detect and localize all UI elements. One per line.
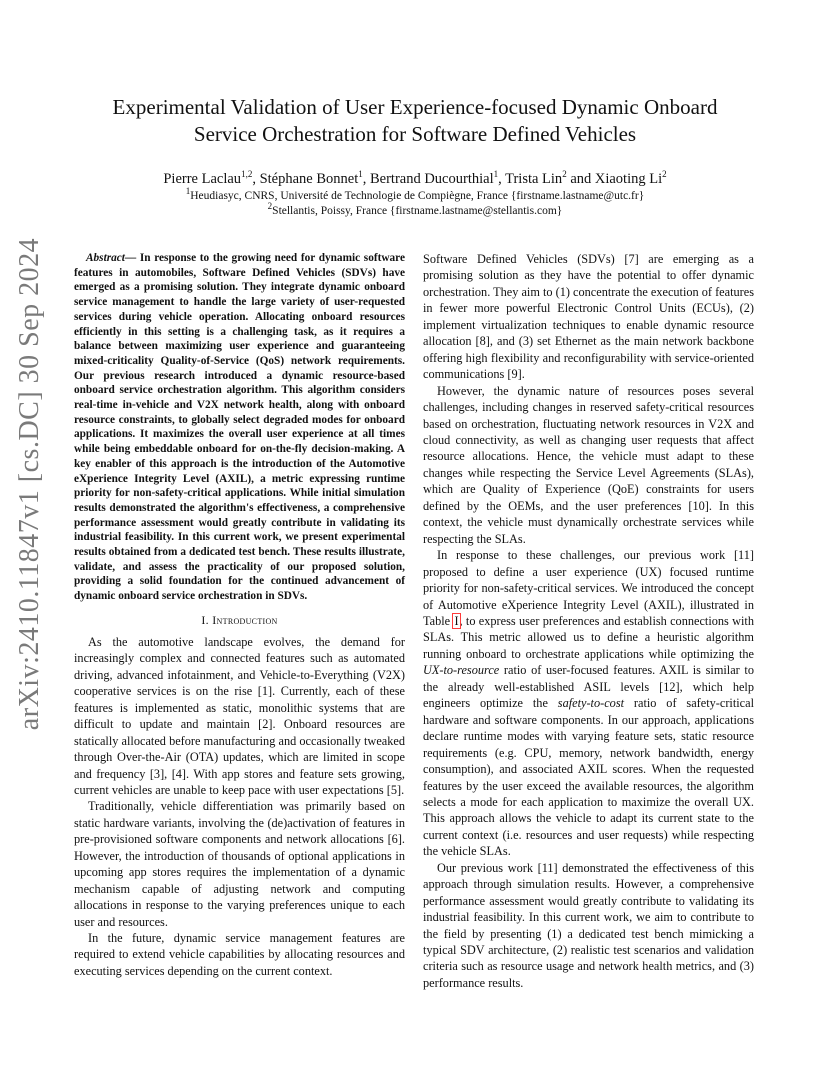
intro-paragraph-3: In the future, dynamic service management features are required to extend vehicle capabilities by allocating resources and executing services depending on the current context. xyxy=(74,931,405,978)
abstract-text: — In response to the growing need for dynamic software features in automobiles, Software Defined Vehicles (SDVs) have emerged as a promising solution. They integrate dynamic onboard service management to handle the large variety of user-requested services during vehicle operation. Allocating onboard resources efficiently in this setting is a challenging task, as it requires a balance between maximizing user experience and guaranteeing mixed-criticality Quality-of-Service (QoS) network requirements. Our previous research introduced a dynamic resource-based onboard service orchestration algorithm. This algorithm considers real-time in-vehicle and V2X network health, along with onboard resource constraints, to globally select degraded modes for onboard applications. It maximizes the overall user experience at all times while being embeddable onboard for on-the-fly decision-making. A key enabler of this approach is the introduction of the Automotive eXperience Integrity Level (AXIL), a metric expressing runtime priority for non-safety-critical applications. While initial simulation results demonstrated the algorithm's effectiveness, a comprehensive performance assessment would greatly contribute in validating its industrial feasibility. In this current work, we present experimental results obtained from a dedicated test bench. These results illustrate, validate, and assess the practicality of our proposed solution, providing a solid foundation for the continued advancement of dynamic onboard service orchestration in SDVs. xyxy=(74,252,405,603)
section-heading-introduction: I. Introduction xyxy=(201,612,278,627)
abstract xyxy=(74,251,405,604)
author: Stéphane Bonnet$^1$, xyxy=(259,169,370,187)
author: Trista Lin$^2$ and xyxy=(505,169,595,187)
right-paragraph-1: Software Defined Vehicles (SDVs) [7] are emerging as a promising solution as they have the potential to offer dynamic orchestration. They aim to (1) concentrate the execution of features in fewer more powerful Electronic Control Units (ECUs), (2) implement virtualization techniques to enable dynamic resource allocation [8], and (3) set Ethernet as the main network backbone offering high flexibility and reconfigurability with service-oriented communications [9]. xyxy=(423,252,754,382)
author: Bertrand Ducourthial$^1$, xyxy=(369,169,506,187)
arxiv-sidebar xyxy=(8,237,52,731)
right-column xyxy=(423,251,754,991)
paper-title: Experimental Validation of User Experience-focused Dynamic Onboard Service Orchestration for Software Defined Vehicles xyxy=(112,95,718,146)
arxiv-identifier: arXiv:2410.11847v1 [cs.DC] 30 Sep 2024 xyxy=(14,237,45,731)
abstract-label: Abstract xyxy=(86,252,125,264)
intro-paragraph-1: As the automotive landscape evolves, the demand for increasingly complex and connected features such as automated driving, advanced infotainment, and Vehicle-to-Everything (V2X) cooperative services is on the rise [1]. Currently, each of these features is implemented as static, monolithic systems that are difficult to update and maintain [2]. Onboard resources are statically allocated before manufacturing and occasionally tweaked through Over-the-Air (OTA) updates, which are limited in scope and frequency [3], [4]. With app stores and feature sets growing, current vehicles are unable to keep pace with user expectations [5]. xyxy=(74,634,405,797)
author-list xyxy=(100,170,730,188)
right-paragraph-4: Our previous work [11] demonstrated the effectiveness of this approach through simulation results. However, a comprehensive performance assessment would greatly contribute to validating its industrial feasibility. In this current work, we aim to contribute to the field by presenting (1) a dedicated test bench mimicking a typical SDV architecture, (2) realistic test scenarios and validation criteria such as resource usage and network health metrics, and (3) performance results. xyxy=(423,860,754,990)
author: Xiaoting Li$^2$ xyxy=(594,169,667,187)
right-paragraph-3: In response to these challenges, our previous work [11] proposed to define a user experience (UX) focused runtime priority for non-safety-critical services. We introduced the concept of Automotive eXperience Integrity Level (AXIL), illustrated in Table I, to express user preferences and establish connections with SLAs. This metric allowed us to define a heuristic algorithm running onboard to orchestrate applications while optimizing the UX-to-resource ratio of user-focused features. AXIL is similar to the already well-established ASIL levels [12], which help engineers optimize the safety-to-cost ratio of safety-critical hardware and software components. In our approach, applications declare runtime modes with varying feature sets, static resource requirements (e.g. CPU, memory, network bandwidth, energy consumption), and associated AXIL scores. When the requested features by the user exceed the available resources, the algorithm selects a mode for each application to maximize the overall UX. This approach allows the vehicle to adapt its current state to the current context (i.e. resources and user requests) while respecting the vehicle SLAs. xyxy=(423,548,755,859)
right-paragraph-2: However, the dynamic nature of resources poses several challenges, including changes in reserved safety-critical resources based on orchestration, fluctuating network resources in V2X and cloud connectivity, as well as changing user requests that affect resource allocations. Hence, the vehicle must adapt to these changes while respecting the Service Level Agreements (SLAs), which are Quality of Experience (QoE) constraints for users defined by the OEMs, and the user preferences [10]. In this context, the vehicle must dynamically orchestrate services while respecting the SLAs. xyxy=(423,383,754,546)
left-column xyxy=(74,251,405,979)
intro-paragraph-2: Traditionally, vehicle differentiation was primarily based on static hardware variants, involving the (de)activation of features in pre-provisioned software components and network allocations [6]. However, the introduction of thousands of optional applications in upcoming app stores requires the implementation of a dynamic mechanism capable of adjusting network and computing allocations in response to the varying preferences unique to each user and resources. xyxy=(74,799,405,929)
affiliation-2: $^2$Stellantis, Poissy, France {firstname.lastname@stellantis.com} xyxy=(267,201,563,217)
affiliation-1: $^1$Heudiasyc, CNRS, Université de Technologie de Compiègne, France {firstname.lastname@utc.fr} xyxy=(185,186,645,202)
table-reference-link[interactable]: I xyxy=(454,613,459,628)
author: Pierre Laclau$^{1,2}$, xyxy=(163,169,260,187)
